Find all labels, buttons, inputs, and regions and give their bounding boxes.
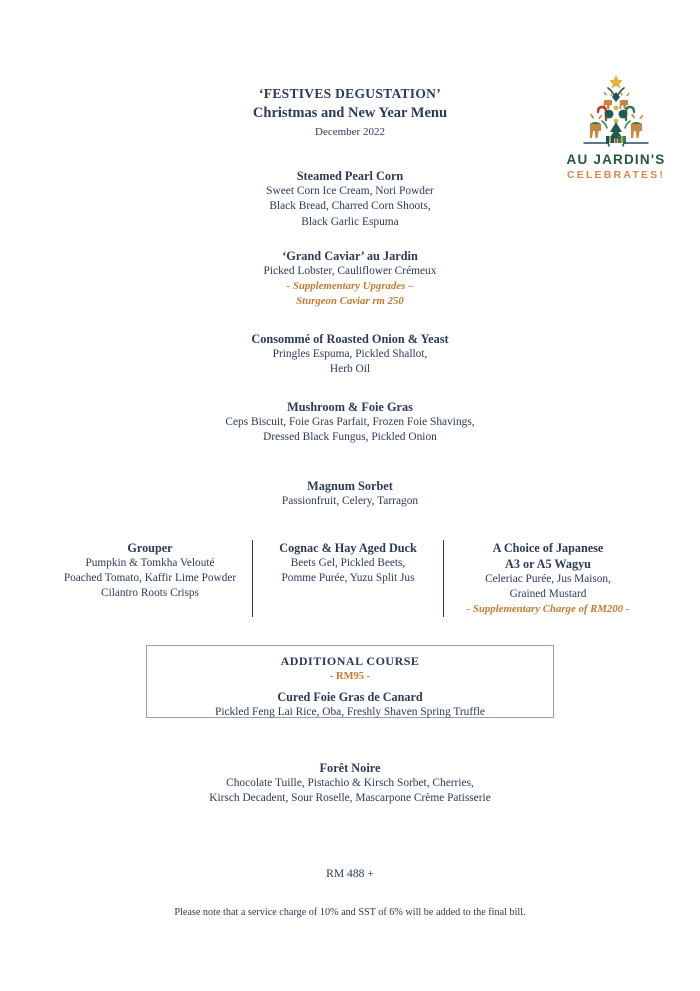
dessert-item xyxy=(0,760,700,807)
additional-course-name: Cured Foie Gras de Canard xyxy=(277,690,423,704)
course-name: Magnum Sorbet xyxy=(307,479,393,493)
course-supplement-line: Sturgeon Caviar rm 250 xyxy=(296,294,404,307)
course-description-line: Pumpkin & Tomkha Velouté xyxy=(85,557,215,570)
menu-subtitle: Christmas and New Year Menu xyxy=(252,105,448,121)
additional-course-desc: Pickled Feng Lai Rice, Oba, Freshly Shaven Spring Truffle xyxy=(215,706,485,718)
course-name: Cognac & Hay Aged Duck xyxy=(279,541,417,555)
course-supplement-line: - Supplementary Upgrades – xyxy=(286,280,414,293)
main-choice-column xyxy=(443,540,652,617)
main-course-choices xyxy=(0,540,700,617)
course-name: A3 or A5 Wagyu xyxy=(505,557,591,572)
menu-header xyxy=(0,86,700,138)
course-description-line: Herb Oil xyxy=(329,363,371,376)
additional-course-heading: ADDITIONAL COURSE xyxy=(280,654,420,668)
main-choice-column xyxy=(252,540,443,617)
additional-course-price: - RM95 - xyxy=(329,671,371,682)
course-description-line: Passionfruit, Celery, Tarragon xyxy=(281,495,419,508)
course-item xyxy=(0,168,700,230)
brand-tagline: CELEBRATES! xyxy=(566,169,666,181)
course-item xyxy=(0,478,700,509)
menu-price: RM 488 + xyxy=(326,867,374,880)
course-item xyxy=(0,399,700,446)
course-name: Grouper xyxy=(127,541,173,555)
course-description-line: Poached Tomato, Kaffir Lime Powder xyxy=(63,572,237,585)
course-description-line: Pomme Purée, Yuzu Split Jus xyxy=(281,572,415,585)
brand-name: AU JARDIN'S xyxy=(566,152,666,167)
course-supplement-line: - Supplementary Charge of RM200 - xyxy=(466,603,630,616)
course-item xyxy=(0,248,700,309)
course-name: Consommé of Roasted Onion & Yeast xyxy=(251,332,449,346)
course-name: A Choice of Japanese xyxy=(492,541,604,555)
course-description-line: Black Bread, Charred Corn Shoots, xyxy=(269,200,431,213)
course-description-line: Sweet Corn Ice Cream, Nori Powder xyxy=(266,185,434,198)
course-description-line: Black Garlic Espuma xyxy=(301,215,399,228)
course-description-line: Cilantro Roots Crisps xyxy=(101,587,199,600)
course-name: Mushroom & Foie Gras xyxy=(287,400,413,414)
menu-date: December 2022 xyxy=(315,126,385,138)
main-choice-column xyxy=(48,540,252,617)
menu-title: ‘FESTIVES DEGUSTATION’ xyxy=(258,86,441,101)
course-description-line: Picked Lobster, Cauliflower Crémeux xyxy=(263,265,437,278)
course-description-line: Ceps Biscuit, Foie Gras Parfait, Frozen Foie Shavings, xyxy=(225,416,475,429)
course-name: ‘Grand Caviar’ au Jardin xyxy=(282,249,418,263)
course-description-line: Celeriac Purée, Jus Maison, xyxy=(485,573,611,586)
course-name: Forêt Noire xyxy=(319,761,381,775)
additional-course-box xyxy=(146,645,554,718)
course-description-line: Pringles Espuma, Pickled Shallot, xyxy=(272,348,428,361)
course-description-line: Kirsch Decadent, Sour Roselle, Mascarpone Crème Patisserie xyxy=(209,792,491,805)
course-item xyxy=(0,331,700,378)
course-description-line: Chocolate Tuille, Pistachio & Kirsch Sorbet, Cherries, xyxy=(226,777,474,790)
service-charge-note: Please note that a service charge of 10% and SST of 6% will be added to the final bill. xyxy=(174,907,526,918)
course-description-line: Dressed Black Fungus, Pickled Onion xyxy=(263,431,437,444)
course-description-line: Grained Mustard xyxy=(509,588,587,601)
course-name: Steamed Pearl Corn xyxy=(296,169,404,183)
course-description-line: Beets Gel, Pickled Beets, xyxy=(290,557,406,570)
